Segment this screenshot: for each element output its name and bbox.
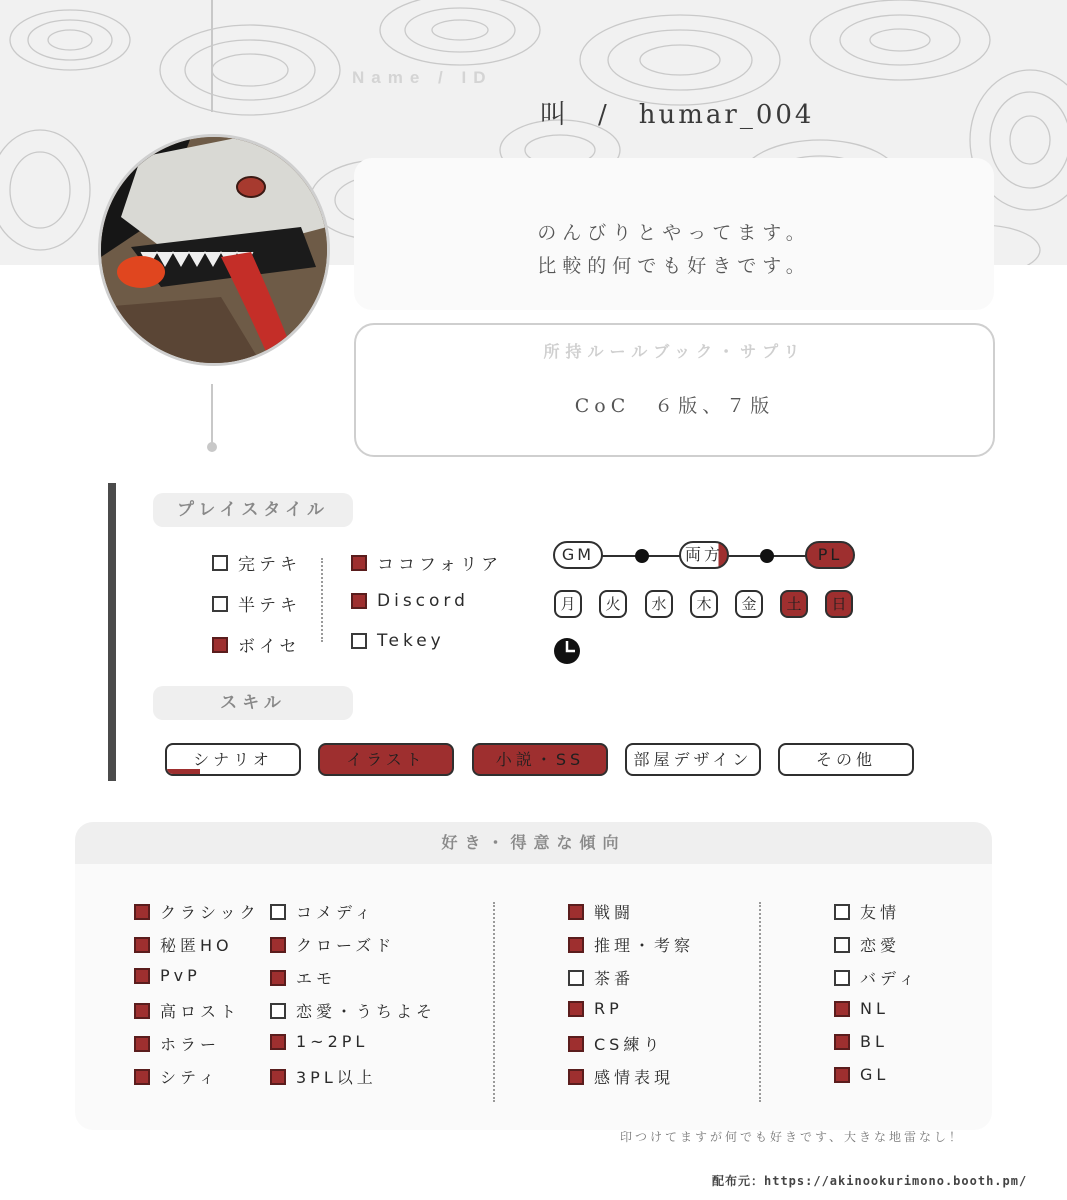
checkbox-checked — [834, 1034, 850, 1050]
preference-item[interactable] — [134, 933, 233, 956]
checkbox-checked — [568, 1001, 584, 1017]
checkbox-checked — [351, 593, 367, 609]
preference-item[interactable] — [568, 966, 634, 989]
checkbox-checked — [568, 904, 584, 920]
preference-label: シティ — [160, 1068, 219, 1087]
preference-item[interactable] — [134, 966, 201, 985]
name-id-value: 叫 / humar_004 — [540, 100, 815, 130]
checkbox-checked — [134, 904, 150, 920]
preference-item[interactable] — [270, 966, 336, 989]
skill-novel[interactable]: 小説・SS — [472, 743, 608, 776]
preference-item[interactable] — [270, 1032, 368, 1051]
preference-label: CS練り — [594, 1035, 664, 1054]
skill-other[interactable]: その他 — [778, 743, 914, 776]
preference-label: NL — [860, 999, 889, 1018]
preference-label: PvP — [160, 966, 201, 985]
rulebook-card — [354, 323, 995, 457]
preference-label: 3PL以上 — [296, 1068, 377, 1087]
rulebook-value: CoC ６版、７版 — [574, 395, 775, 417]
skill-level-fill — [167, 769, 200, 774]
checkbox-checked — [834, 1067, 850, 1083]
divider — [321, 558, 323, 642]
role-both[interactable]: 両方 — [679, 541, 729, 569]
preference-item[interactable] — [134, 999, 240, 1022]
section-side-bar — [108, 483, 116, 781]
preference-label: 推理・考察 — [594, 936, 695, 955]
divider — [759, 902, 761, 1102]
preference-label: GL — [860, 1065, 890, 1084]
playstyle-option[interactable]: 完テキ — [212, 550, 301, 575]
clock-icon — [553, 637, 581, 665]
preference-label: クラシック — [160, 903, 260, 922]
checkbox — [834, 904, 850, 920]
preference-item[interactable] — [834, 966, 919, 989]
preference-label: 恋愛 — [860, 936, 901, 955]
day-tue[interactable]: 火 — [599, 590, 627, 618]
intro-line-1: のんびりとやってます。 — [537, 222, 811, 244]
tool-option[interactable]: ココフォリア — [351, 550, 502, 575]
checkbox-checked — [212, 637, 228, 653]
day-thu[interactable]: 木 — [690, 590, 718, 618]
checkbox-checked — [134, 968, 150, 984]
preference-item[interactable] — [568, 900, 634, 923]
checkbox-checked — [134, 1036, 150, 1052]
checkbox-checked — [568, 937, 584, 953]
checkbox-checked — [270, 970, 286, 986]
checkbox-checked — [568, 1069, 584, 1085]
day-sun[interactable]: 日 — [825, 590, 853, 618]
avatar — [98, 134, 330, 366]
preference-label: エモ — [296, 969, 337, 988]
skills-title: スキル — [153, 686, 353, 720]
playstyle-title: プレイスタイル — [153, 493, 353, 527]
footer-note: 印つけてますが何でも好きです、大きな地雷なし！ — [620, 1130, 965, 1144]
checkbox — [834, 937, 850, 953]
preference-label: 1~2PL — [296, 1032, 369, 1051]
preference-label: バディ — [860, 969, 919, 988]
checkbox — [270, 904, 286, 920]
preference-label: クローズド — [296, 936, 396, 955]
preference-label: コメディ — [296, 903, 375, 922]
preference-item[interactable] — [834, 933, 900, 956]
checkbox-checked — [134, 1069, 150, 1085]
preference-item[interactable] — [834, 1065, 889, 1084]
checkbox — [212, 555, 228, 571]
day-fri[interactable]: 金 — [735, 590, 763, 618]
checkbox-checked — [351, 555, 367, 571]
preference-label: 恋愛・うちよそ — [296, 1002, 437, 1021]
checkbox-checked — [270, 937, 286, 953]
preference-item[interactable] — [834, 900, 900, 923]
checkbox — [834, 970, 850, 986]
credit: 配布元：https://akinookurimono.booth.pm/ — [712, 1174, 1028, 1188]
preference-item[interactable] — [568, 999, 623, 1018]
preference-item[interactable] — [568, 933, 694, 956]
avatar-illustration — [101, 137, 327, 363]
rulebook-title: 所持ルールブック・サプリ — [543, 342, 806, 361]
checkbox — [568, 970, 584, 986]
checkbox-checked — [270, 1069, 286, 1085]
day-mon[interactable]: 月 — [554, 590, 582, 618]
preference-label: 高ロスト — [160, 1002, 241, 1021]
skill-illust[interactable]: イラスト — [318, 743, 454, 776]
preference-label: 戦闘 — [594, 903, 635, 922]
playstyle-option[interactable]: 半テキ — [212, 591, 301, 616]
preference-item[interactable] — [270, 999, 436, 1022]
preference-label: 秘匿HO — [160, 936, 233, 955]
checkbox-checked — [134, 1003, 150, 1019]
checkbox — [212, 596, 228, 612]
preference-item[interactable] — [134, 900, 260, 923]
preference-item[interactable] — [834, 1032, 888, 1051]
preference-item[interactable] — [568, 1065, 674, 1088]
intro-line-2: 比較的何でも好きです。 — [537, 255, 811, 277]
skill-scenario[interactable]: シナリオ — [165, 743, 301, 776]
checkbox-checked — [134, 937, 150, 953]
preference-label: 茶番 — [594, 969, 635, 988]
tool-option[interactable]: Discord — [351, 591, 469, 611]
preference-item[interactable] — [270, 933, 395, 956]
timeline-dot — [207, 442, 217, 452]
tool-option[interactable]: Tekey — [351, 631, 445, 651]
preferences-card — [75, 822, 992, 1130]
preference-label: 友情 — [860, 903, 901, 922]
role-gm[interactable]: GM — [553, 541, 603, 569]
preference-label: 感情表現 — [594, 1068, 675, 1087]
intro-card — [354, 158, 994, 310]
checkbox-checked — [834, 1001, 850, 1017]
timeline-line-top — [211, 0, 213, 112]
skill-room-design[interactable]: 部屋デザイン — [625, 743, 761, 776]
name-id-label: Name / ID — [352, 68, 493, 87]
checkbox — [270, 1003, 286, 1019]
playstyle-option[interactable]: ボイセ — [212, 632, 301, 657]
timeline-line-bottom — [211, 384, 213, 446]
preference-label: BL — [860, 1032, 888, 1051]
preference-label: RP — [594, 999, 623, 1018]
divider — [493, 902, 495, 1102]
preference-item[interactable] — [834, 999, 889, 1018]
preference-item[interactable] — [270, 900, 375, 923]
day-wed[interactable]: 水 — [645, 590, 673, 618]
preferences-title: 好き・得意な傾向 — [75, 822, 992, 864]
role-pl[interactable]: PL — [805, 541, 855, 569]
preference-item[interactable] — [134, 1065, 219, 1088]
checkbox-checked — [270, 1034, 286, 1050]
checkbox-checked — [568, 1036, 584, 1052]
preference-item[interactable] — [134, 1032, 220, 1055]
role-dot — [635, 549, 649, 563]
role-dot — [760, 549, 774, 563]
preference-item[interactable] — [568, 1032, 663, 1055]
checkbox — [351, 633, 367, 649]
day-sat[interactable]: 土 — [780, 590, 808, 618]
preference-label: ホラー — [160, 1035, 221, 1054]
preference-item[interactable] — [270, 1065, 377, 1088]
